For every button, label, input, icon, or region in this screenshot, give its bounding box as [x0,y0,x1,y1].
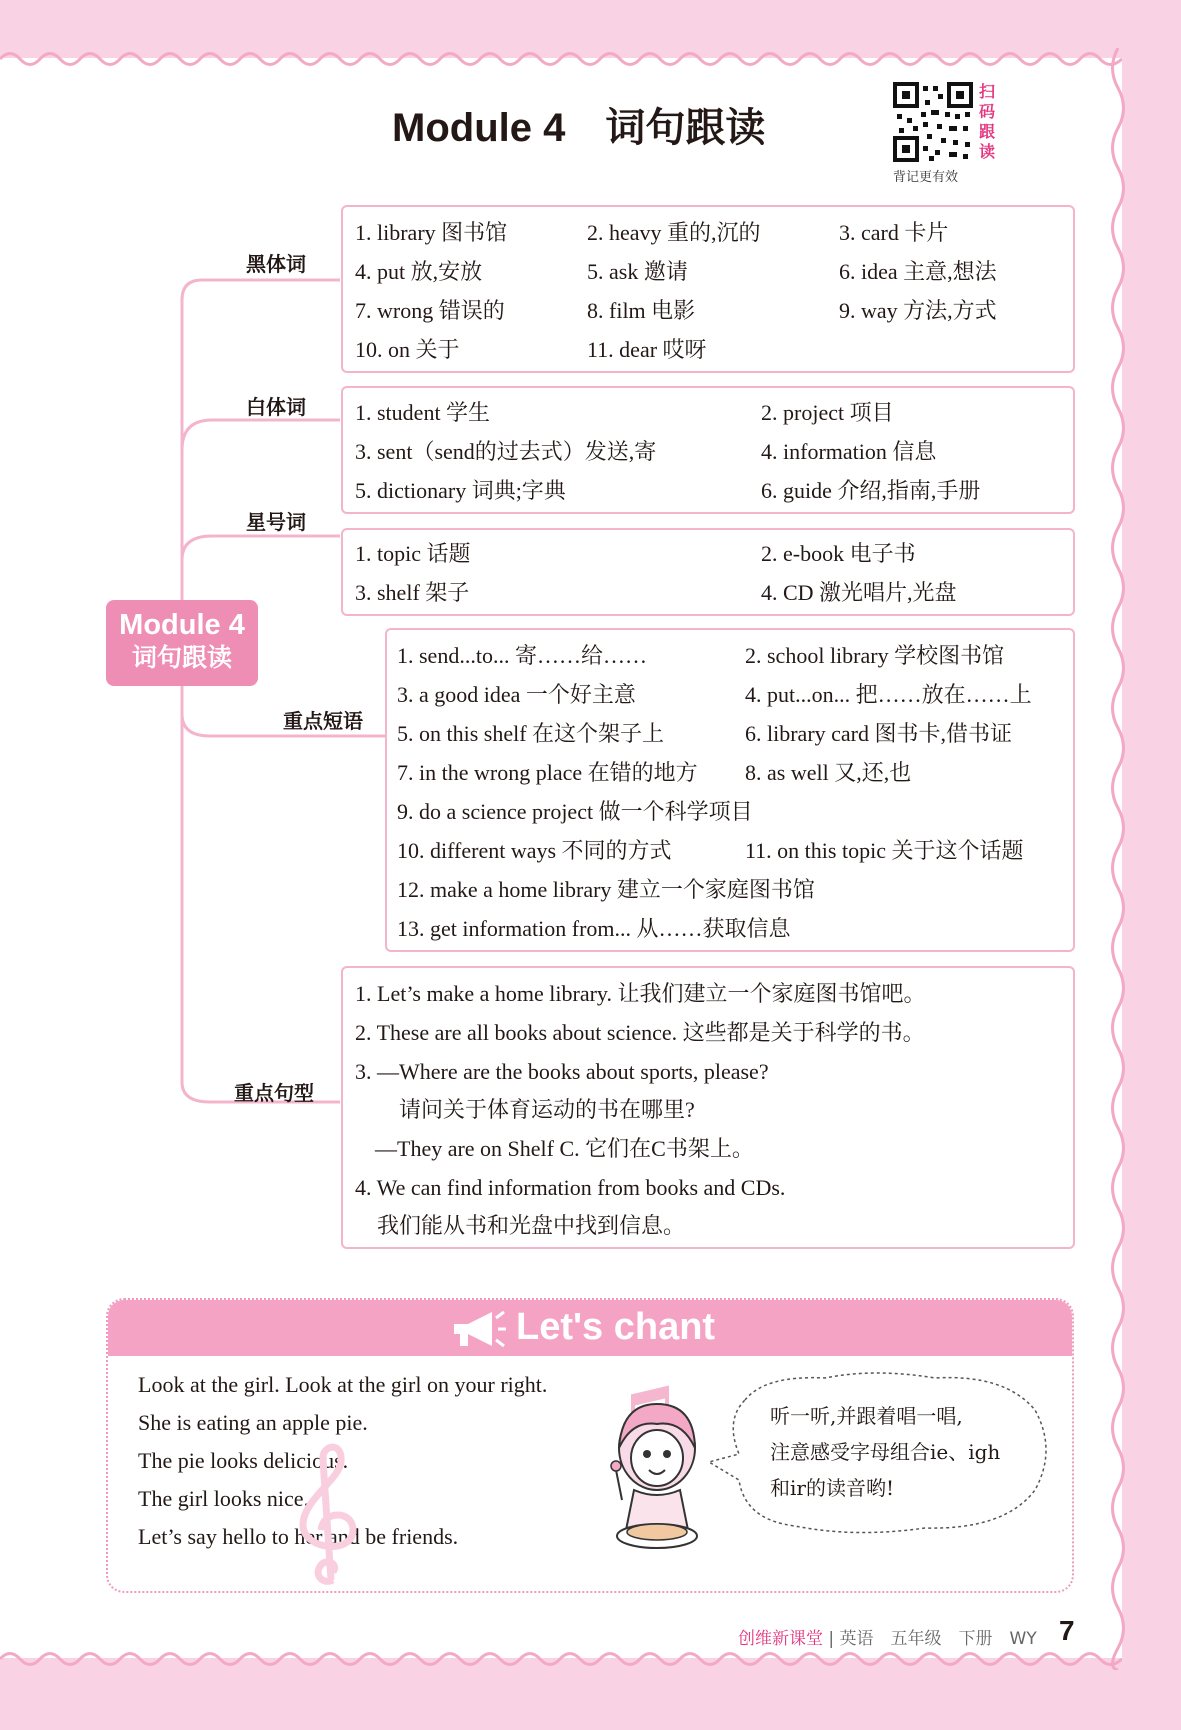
category-key-sentences: 重点句型 [234,1081,314,1105]
word-item: 1. library 图书馆 [355,220,508,245]
word-item: 2. project 项目 [761,400,894,425]
root-title: Module 4 [119,609,245,641]
bubble-text [770,1398,1070,1506]
phrase-item: 8. as well 又,还,也 [745,760,912,785]
category-star-words: 星号词 [246,510,306,534]
sentence-item: 3. —Where are the books about sports, please? [355,1059,769,1084]
word-item: 6. guide 介绍,指南,手册 [761,478,981,503]
word-item: 10. on 关于 [355,337,460,362]
qr-side-char: 跟 [978,122,995,141]
bubble-line: 听一听,并跟着唱一唱, [770,1404,963,1428]
word-item: 4. CD 激光唱片,光盘 [761,580,957,605]
treble-clef-icon [283,1440,373,1590]
megaphone-icon [448,1308,508,1350]
key-sentences-box [341,966,1075,1249]
sentence-item: 1. Let’s make a home library. 让我们建立一个家庭图书馆吧。 [355,981,926,1006]
chant-title: Let's chant [516,1306,716,1348]
word-item: 9. way 方法,方式 [839,298,997,323]
qr-side-char: 读 [978,142,995,161]
phrase-item: 9. do a science project 做一个科学项目 [397,799,753,824]
chant-line: The girl looks nice. [138,1486,310,1511]
phrase-item: 1. send...to... 寄……给…… [397,643,647,668]
chant-line: The pie looks delicious. [138,1448,349,1473]
word-item: 6. idea 主意,想法 [839,259,997,284]
key-phrases-box [385,628,1075,952]
phrase-item: 12. make a home library 建立一个家庭图书馆 [397,877,815,902]
sentence-item: 请问关于体育运动的书在哪里? [399,1097,695,1122]
word-item: 3. sent（send的过去式）发送,寄 [355,439,657,464]
sentence-item: 2. These are all books about science. 这些都是关于科学的书。 [355,1020,925,1045]
phrase-item: 4. put...on... 把……放在……上 [745,682,1032,707]
root-subtitle: 词句跟读 [131,643,232,672]
footer-brand: 创维新课堂 [738,1629,823,1649]
phrase-item: 7. in the wrong place 在错的地方 [397,760,698,785]
root-node [106,600,258,686]
qr-side-char: 码 [978,102,995,121]
word-item: 3. card 卡片 [839,220,949,245]
phrase-item: 11. on this topic 关于这个话题 [745,838,1024,863]
word-item: 3. shelf 架子 [355,580,470,605]
bubble-line: 和ir的读音哟! [770,1476,894,1500]
category-key-phrases: 重点短语 [283,709,363,733]
word-item: 7. wrong 错误的 [355,298,505,323]
word-item: 1. student 学生 [355,400,491,425]
phrase-item: 13. get information from... 从……获取信息 [397,916,791,941]
sentence-item: 我们能从书和光盘中找到信息。 [377,1213,686,1238]
phrase-item: 3. a good idea 一个好主意 [397,682,636,707]
page-number: 7 [1059,1615,1075,1646]
girl-eating-pie-illustration [602,1390,712,1560]
word-item: 1. topic 话题 [355,541,471,566]
word-item: 4. put 放,安放 [355,259,483,284]
bold-words-box [341,205,1075,373]
footer [738,1624,1037,1649]
chant-line: Let’s say hello to her and be friends. [138,1524,459,1549]
phrase-item: 10. different ways 不同的方式 [397,838,672,863]
sentence-item: 4. We can find information from books and CDs. [355,1175,786,1200]
phrase-item: 5. on this shelf 在这个架子上 [397,721,665,746]
bubble-line: 注意感受字母组合ie、igh [770,1440,1001,1464]
category-bold-words: 黑体词 [246,252,306,276]
word-item: 11. dear 哎呀 [587,337,707,362]
chant-line: She is eating an apple pie. [138,1410,368,1435]
qr-side-char: 扫 [978,82,995,101]
qr-caption: 背记更有效 [893,170,959,185]
chant-line: Look at the girl. Look at the girl on your right. [138,1372,548,1397]
phrase-item: 2. school library 学校图书馆 [745,643,1005,668]
word-item: 5. dictionary 词典;字典 [355,478,566,503]
white-words-box [341,386,1075,514]
word-item: 5. ask 邀请 [587,259,688,284]
phrase-item: 6. library card 图书卡,借书证 [745,721,1012,746]
sentence-item: —They are on Shelf C. 它们在C书架上。 [375,1136,754,1161]
footer-info: | 英语 五年级 下册 WY [828,1629,1037,1649]
star-words-box [341,528,1075,616]
word-item: 8. film 电影 [587,298,696,323]
category-white-words: 白体词 [246,395,306,419]
word-item: 2. heavy 重的,沉的 [587,220,761,245]
page-title: Module 4 词句跟读 [392,106,766,150]
wavy-border-bottom [0,1648,1122,1670]
word-item: 2. e-book 电子书 [761,541,916,566]
word-item: 4. information 信息 [761,439,937,464]
